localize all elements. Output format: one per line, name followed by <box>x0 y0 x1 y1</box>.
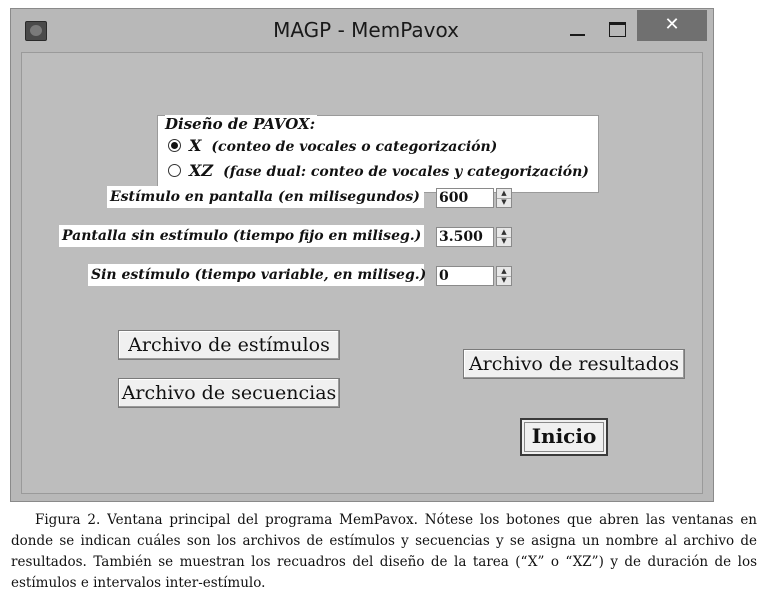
title-bar[interactable] <box>11 9 713 51</box>
results-file-button[interactable]: Archivo de resultados <box>463 349 685 379</box>
maximize-button[interactable] <box>599 15 635 45</box>
app-window <box>10 8 714 502</box>
blank-variable-spinner[interactable] <box>436 266 512 286</box>
stimulus-duration-spin-buttons[interactable] <box>496 188 512 208</box>
spin-down-icon[interactable]: ▼ <box>501 198 507 206</box>
blank-fixed-spin-buttons[interactable] <box>496 227 512 247</box>
blank-variable-label: Sin estímulo (tiempo variable, en miliseg.) <box>88 264 424 286</box>
radio-xz-description: (fase dual: conteo de vocales y categorización) <box>223 164 589 180</box>
radio-xz-key: XZ <box>189 161 214 180</box>
spin-down-icon[interactable]: ▼ <box>501 237 507 245</box>
blank-fixed-label: Pantalla sin estímulo (tiempo fijo en miliseg.) <box>59 225 424 247</box>
stimulus-duration-label: Estímulo en pantalla (en milisegundos) <box>107 186 424 208</box>
spin-up-icon[interactable]: ▲ <box>497 189 511 199</box>
radio-x-key: X <box>189 136 202 155</box>
radio-option-xz[interactable] <box>168 161 589 181</box>
figure-caption: Figura 2. Ventana principal del programa MemPavox. Nótese los botones que abren las ventanas en donde se indican cuáles son los archivos de estímulos y secuencias y se asigna un nombre al archivo de resultados. También se muestran los recuadros del diseño de la tarea (“X” o “XZ”) y de duración de los estímulos e intervalos inter-estímulo. <box>11 512 757 591</box>
blank-fixed-input[interactable]: 3.500 <box>436 227 494 247</box>
blank-fixed-spinner[interactable] <box>436 227 512 247</box>
close-button[interactable]: ✕ <box>637 10 707 41</box>
blank-variable-input[interactable]: 0 <box>436 266 494 286</box>
stimulus-duration-spinner[interactable] <box>436 188 512 208</box>
sequences-file-button[interactable]: Archivo de secuencias <box>118 378 340 408</box>
radio-xz[interactable] <box>168 164 181 177</box>
start-button-label: Inicio <box>531 424 597 448</box>
design-group-title: Diseño de PAVOX: <box>165 115 316 133</box>
spin-up-icon[interactable]: ▲ <box>497 267 511 277</box>
stimuli-file-button[interactable]: Archivo de estímulos <box>118 330 340 360</box>
design-groupbox <box>157 115 599 193</box>
spin-down-icon[interactable]: ▼ <box>501 276 507 284</box>
app-icon[interactable] <box>25 21 47 41</box>
radio-option-x[interactable] <box>168 136 497 156</box>
blank-variable-spin-buttons[interactable] <box>496 266 512 286</box>
window-title: MAGP - MemPavox <box>273 18 459 42</box>
radio-x-description: (conteo de vocales o categorización) <box>211 139 498 155</box>
radio-x[interactable] <box>168 139 181 152</box>
spin-up-icon[interactable]: ▲ <box>497 228 511 238</box>
start-button[interactable] <box>520 418 608 456</box>
minimize-button[interactable] <box>559 15 595 45</box>
stimulus-duration-input[interactable]: 600 <box>436 188 494 208</box>
